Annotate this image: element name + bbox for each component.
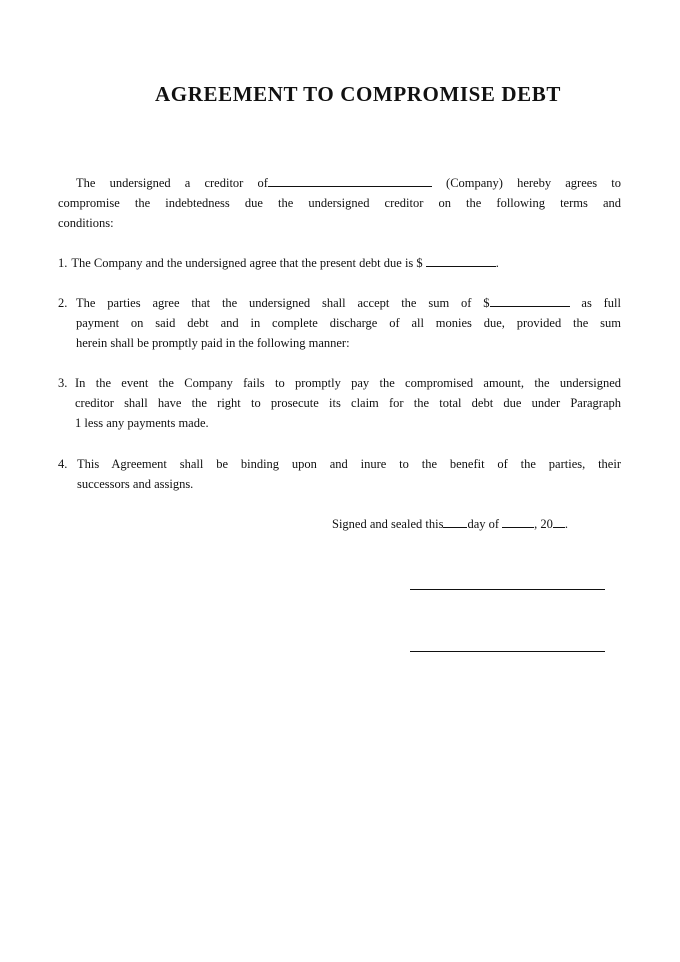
intro-line-1: [76, 175, 621, 191]
item-2: [58, 295, 621, 311]
item-2-line-1: [76, 295, 621, 311]
intro-text: The undersigned a creditor of: [76, 176, 268, 190]
item-1-line-1: [67, 255, 621, 271]
item-2-line-2: payment on said debt and in complete discharge of all monies due, provided the sum: [76, 316, 621, 330]
signed-text: Signed and sealed this: [332, 517, 444, 531]
item-4: [58, 456, 621, 472]
item-text: The parties agree that the undersigned shall accept the sum of $: [76, 296, 490, 310]
item-number: 1.: [58, 256, 68, 270]
item-3: [58, 375, 621, 391]
month-blank[interactable]: [502, 516, 534, 528]
signature-line-1[interactable]: [410, 589, 605, 590]
item-1: [58, 255, 621, 271]
intro-line-2: compromise the indebtedness due the undersigned creditor on the following terms and: [58, 196, 621, 210]
item-3-line-1: In the event the Company fails to promptly pay the compromised amount, the undersigned: [75, 376, 621, 390]
item-4-line-1: This Agreement shall be binding upon and inure to the benefit of the parties, their: [77, 457, 621, 471]
document-title: AGREEMENT TO COMPROMISE DEBT: [155, 82, 561, 106]
item-4-line-2: successors and assigns.: [77, 477, 194, 491]
item-number: 4.: [58, 457, 68, 471]
intro-line-3: conditions:: [58, 216, 114, 230]
item-3-line-2: creditor shall have the right to prosecute its claim for the total debt due under Paragraph: [75, 396, 621, 410]
signed-text: , 20: [534, 517, 553, 531]
company-name-blank[interactable]: [268, 175, 432, 187]
item-3-line-3: 1 less any payments made.: [75, 416, 209, 430]
item-number: 2.: [58, 296, 68, 310]
signed-text: day of: [467, 517, 500, 531]
item-text: .: [495, 256, 499, 270]
item-text: The Company and the undersigned agree that the present debt due is $: [71, 256, 423, 270]
year-blank[interactable]: [553, 516, 565, 528]
item-number: 3.: [58, 376, 68, 390]
item-2-line-3: herein shall be promptly paid in the following manner:: [76, 336, 350, 350]
compromise-sum-blank[interactable]: [490, 295, 570, 307]
debt-amount-blank[interactable]: [426, 255, 496, 267]
item-text: as full: [581, 296, 622, 310]
signature-line-2[interactable]: [410, 651, 605, 652]
day-blank[interactable]: [443, 516, 467, 528]
signed-text: .: [564, 517, 569, 531]
intro-text: (Company) hereby agrees to: [446, 176, 622, 190]
signed-line: [332, 516, 568, 532]
